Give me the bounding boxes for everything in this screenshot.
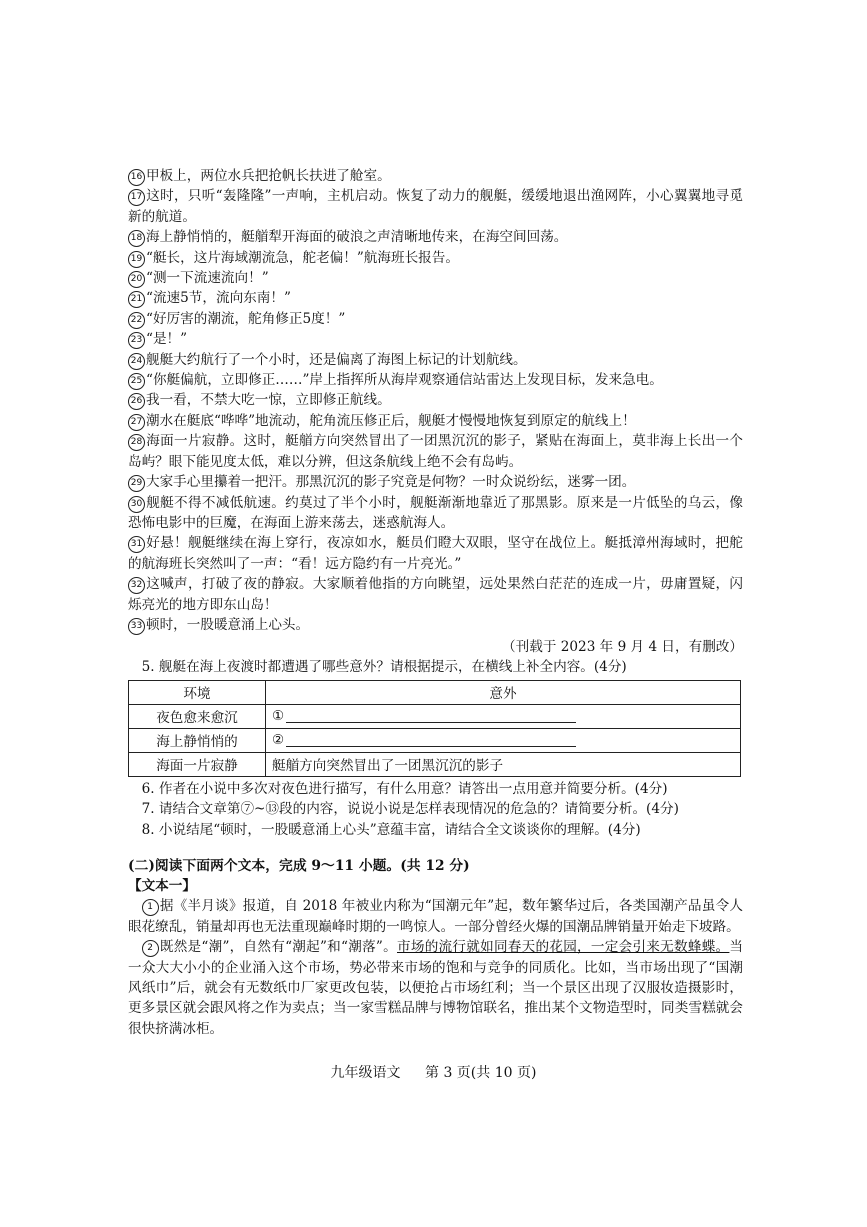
paragraph-number: 1: [142, 899, 159, 916]
table-row: [129, 728, 741, 752]
paragraph-text: 顿时，一股暖意涌上心头。: [146, 616, 310, 633]
paragraph-number: 16: [128, 169, 145, 186]
answer-blank-1[interactable]: [286, 708, 576, 723]
story-paragraph: [128, 268, 743, 288]
page-content: [128, 166, 743, 1039]
paragraph-text: 潮水在艇底“哗哗”地流动，舵角流压修正后，舰艇才慢慢地恢复到原定的航线上！: [146, 412, 636, 429]
paragraph-text: “测一下流速流向！”: [146, 270, 269, 287]
paragraph-text: 舰艇不得不减低航速。约莫过了半个小时，舰艇渐渐地靠近了那黑影。原来是一片低坠的乌云，像恐怖电影中的巨魔，在海面上游来荡去，迷惑航海人。: [128, 494, 743, 531]
story-paragraph: [128, 411, 743, 431]
paragraph-text: “好厉害的潮流，舵角修正5度！”: [146, 310, 346, 327]
paragraph-number: 26: [128, 393, 145, 410]
table-row: [129, 704, 741, 728]
footer-page-number: 第 3 页(共 10 页): [425, 1065, 537, 1081]
table-row: [129, 752, 741, 776]
paragraph-text: 这喊声，打破了夜的静寂。大家顺着他指的方向眺望，远处果然白茫茫的连成一片，毋庸置疑，闪烁亮光的地方即东山岛！: [128, 576, 743, 613]
paragraph-text: “你艇偏航，立即修正……”岸上指挥所从海岸观察通信站雷达上发现目标，发来急电。: [146, 372, 663, 389]
story-paragraph: [128, 309, 743, 329]
paragraph-text: 大家手心里攥着一把汗。那黑沉沉的影子究竟是何物？一时众说纷纭，迷雾一团。: [146, 474, 636, 491]
page-footer: [0, 1062, 867, 1082]
accident-cell: [266, 704, 741, 728]
story-paragraph: [128, 472, 743, 492]
paragraph-number: 22: [128, 312, 145, 329]
story-paragraph: [128, 615, 743, 635]
story-paragraph: [128, 186, 743, 227]
paragraph-number: 19: [128, 251, 145, 268]
question-5: 5. 舰艇在海上夜渡时都遭遇了哪些意外？请根据提示，在横线上补全内容。(4分): [141, 659, 627, 676]
paragraph-number: 31: [128, 536, 145, 553]
paragraph-number: 18: [128, 230, 145, 247]
story-paragraph: [128, 166, 743, 186]
paragraph-number: 2: [142, 940, 159, 957]
section-2-heading: (二)阅读下面两个文本，完成 9～11 小题。(共 12 分): [128, 857, 470, 874]
answer-blank-2[interactable]: [286, 732, 576, 747]
paragraph-text: 据《半月谈》报道，自 2018 年被业内称为“国潮元年”起，数年繁华过后，各类国潮产品虽令人眼花缭乱，销量却再也无法重现巅峰时期的一鸣惊人。一部分曾经火爆的国潮品牌销量开始走下坡路。: [128, 898, 743, 935]
paragraph-number: 29: [128, 475, 145, 492]
accident-cell: [266, 728, 741, 752]
paragraph-number: 28: [128, 434, 145, 451]
text1-label: 【文本一】: [128, 877, 196, 894]
paragraph-number: 27: [128, 414, 145, 431]
paragraph-text: 甲板上，两位水兵把抢帆长扶进了舱室。: [146, 168, 391, 184]
question-6: 6. 作者在小说中多次对夜色进行描写，有什么用意？请答出一点用意并简要分析。(4分): [141, 780, 668, 797]
paragraph-text: 海上静悄悄的，艇艏犁开海面的破浪之声清晰地传来，在海空间回荡。: [146, 229, 568, 246]
paragraph-number: 23: [128, 332, 145, 349]
text1-paragraph-2: [128, 937, 743, 1039]
story-paragraph: [128, 493, 743, 534]
footer-subject: 九年级语文: [330, 1065, 401, 1081]
paragraph-number: 20: [128, 271, 145, 288]
paragraph-text: 当一众大大小小的企业涌入这个市场，势必带来市场的饱和与竞争的同质化。比如，当市场出现了“国潮风纸巾”后，就会有无数纸巾厂家更改包装，以便抢占市场红利；当一个景区出现了汉服妆造摄影时，更多景区就会跟风将之作为卖点；当一家雪糕品牌与博物馆联名，推出某个文物造型时，同类雪糕就会很快挤满冰柜。: [128, 939, 744, 1037]
story-paragraph: [128, 390, 743, 410]
paragraph-text: “是！”: [146, 331, 188, 348]
blank-marker: ②: [272, 732, 285, 749]
paragraph-text: 舰艇大约航行了一个小时，还是偏离了海图上标记的计划航线。: [146, 351, 527, 368]
paragraph-text: 这时，只听“轰隆隆”一声响，主机启动。恢复了动力的舰艇，缓缓地退出渔网阵，小心翼翼地寻觅新的航道。: [128, 188, 743, 225]
env-cell: 海面一片寂静: [129, 752, 266, 776]
story-paragraphs: [128, 166, 743, 635]
story-paragraph: [128, 370, 743, 390]
text1-paragraph-1: [128, 896, 743, 937]
accident-cell: 艇艏方向突然冒出了一团黑沉沉的影子: [266, 752, 741, 776]
header-environment: 环境: [129, 680, 266, 704]
env-cell: 夜色愈来愈沉: [129, 704, 266, 728]
paragraph-text: 我一看，不禁大吃一惊，立即修正航线。: [146, 392, 391, 409]
paragraph-number: 24: [128, 353, 145, 370]
paragraph-number: 25: [128, 373, 145, 390]
underlined-sentence: 市场的流行就如同春天的花园，一定会引来无数蜂蝶。: [397, 939, 730, 956]
paragraph-number: 32: [128, 577, 145, 594]
story-paragraph: [128, 350, 743, 370]
env-cell: 海上静悄悄的: [129, 728, 266, 752]
paragraph-number: 17: [128, 189, 145, 206]
paragraph-number: 21: [128, 291, 145, 308]
answer-table: [128, 680, 741, 777]
story-paragraph: [128, 329, 743, 349]
paragraph-number: 33: [128, 618, 145, 635]
paragraph-text: 海面一片寂静。这时，艇艏方向突然冒出了一团黑沉沉的影子，紧贴在海面上，莫非海上长出一个岛屿？眼下能见度太低，难以分辨，但这条航线上绝不会有岛屿。: [128, 433, 743, 470]
blank-marker: ①: [272, 708, 285, 725]
story-paragraph: [128, 288, 743, 308]
question-7: 7. 请结合文章第⑦~⑬段的内容，说说小说是怎样表现情况的危急的？请简要分析。(4分): [141, 801, 679, 818]
question-8: 8. 小说结尾“顿时，一股暖意涌上心头”意蕴丰富，请结合全文谈谈你的理解。(4分): [141, 821, 641, 838]
story-paragraph: [128, 431, 743, 472]
story-paragraph: [128, 248, 743, 268]
table-header-row: [129, 680, 741, 704]
header-accident: 意外: [266, 680, 741, 704]
paragraph-text: 好悬！舰艇继续在海上穿行，夜凉如水，艇员们瞪大双眼，坚守在战位上。艇抵漳州海域时，把舵的航海班长突然叫了一声：“看！远方隐约有一片亮光。”: [128, 535, 743, 572]
paragraph-text: “艇长，这片海域潮流急，舵老偏！”航海班长报告。: [146, 249, 459, 266]
story-paragraph: [128, 227, 743, 247]
story-paragraph: [128, 574, 743, 615]
paragraph-number: 30: [128, 496, 145, 513]
paragraph-text: 既然是“潮”，自然有“潮起”和“潮落”。: [159, 939, 397, 956]
paragraph-text: “流速5节，流向东南！”: [146, 290, 291, 307]
source-note: （刊载于 2023 年 9 月 4 日，有删改）: [502, 639, 743, 656]
story-paragraph: [128, 533, 743, 574]
